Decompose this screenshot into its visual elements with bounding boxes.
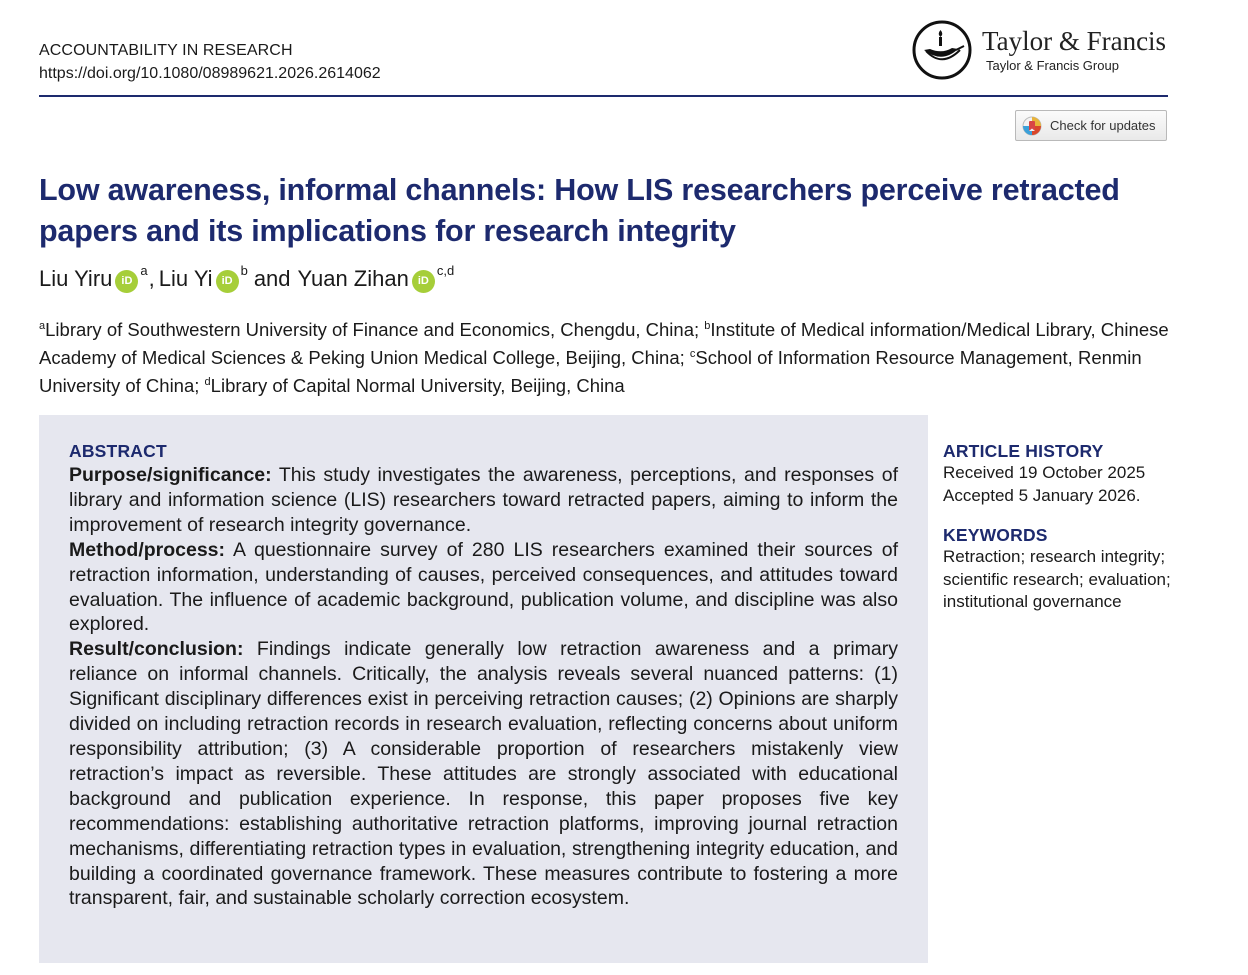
publisher-lamp-icon (912, 20, 972, 80)
author-conjunction: and (253, 266, 291, 291)
publisher-group: Taylor & Francis Group (986, 58, 1119, 73)
author-affiliation-marker: a (140, 262, 148, 278)
author-separator: , (148, 266, 155, 291)
affiliation-marker: b (704, 320, 711, 332)
author-2 (158, 262, 248, 292)
article-history (943, 441, 1183, 507)
section-text: This study investigates the awareness, perceptions, and responses of library and information science (LIS) researchers toward retracted papers, aiming to inform the improvement of research integrity governance. (69, 464, 898, 536)
section-label: Method/process: (69, 538, 226, 561)
check-for-updates-button[interactable] (1015, 110, 1167, 141)
author-affiliation-marker: c,d (436, 262, 455, 278)
affiliation-text: Library of Capital Normal University, Beijing, China (210, 375, 625, 397)
abstract-heading: ABSTRACT (69, 441, 167, 461)
doi-link[interactable]: https://doi.org/10.1080/08989621.2026.2614062 (39, 65, 381, 82)
affiliation-text: Institute of Medical information/Medical Library, Chinese Academy of Medical Sciences & Peking Union Medical College, Beijing, China; (39, 319, 1169, 369)
affiliations (39, 314, 1174, 398)
orcid-icon[interactable]: iD (216, 270, 239, 293)
author-1 (39, 262, 148, 292)
keywords-list: Retraction; research integrity; scientific research; evaluation; institutional governance (943, 547, 1171, 611)
orcid-icon[interactable]: iD (115, 270, 138, 293)
received-date: Received 19 October 2025 (943, 463, 1146, 482)
affiliation-marker: d (204, 376, 211, 389)
check-updates-icon (1022, 116, 1042, 136)
abstract-section-result (69, 637, 898, 911)
affiliation-marker: a (39, 320, 46, 332)
abstract-section-method (69, 538, 898, 638)
article-title: Low awareness, informal channels: How LIS researchers perceive retracted papers and its implications for research integrity (39, 173, 1120, 248)
author-list (39, 262, 455, 292)
author-name: Yuan Zihan (297, 266, 409, 291)
article-history-heading: ARTICLE HISTORY (943, 441, 1104, 461)
author-name: Liu Yiru (39, 266, 113, 291)
section-label: Purpose/significance: (69, 464, 272, 486)
section-text: A questionnaire survey of 280 LIS researchers examined their sources of retraction information, understanding of causes, perceived consequences, and attitudes toward evaluation. The influence of academic background, publication volume, and discipline was also explored. (69, 538, 898, 636)
abstract-section-purpose (69, 463, 898, 538)
publisher-logo-block[interactable] (912, 20, 1172, 82)
keywords-heading: KEYWORDS (943, 525, 1048, 545)
orcid-icon[interactable]: iD (412, 270, 435, 293)
keywords-block (943, 525, 1183, 614)
journal-name: ACCOUNTABILITY IN RESEARCH (39, 42, 293, 59)
author-affiliation-marker: b (240, 262, 248, 278)
section-text: Findings indicate generally low retraction awareness and a primary reliance on informal channels. Critically, the analysis reveals several nuanced patterns: (1) Significant disciplinary differences exist in perceiving retraction causes; (2) Opinions are sharply divided on including retraction records in research evaluation, reflecting concerns about uniform responsibility attribution; (3) A considerable proportion of researchers mistakenly view retraction’s impact as reversible. These attitudes are strongly associated with educational background and publication experience. In response, this paper proposes five key recommendations: establishing authoritative retraction platforms, improving journal retraction mechanisms, differentiating retraction types in evaluation, strengthening integrity education, and building a coordinated governance framework. These measures contribute to fostering a more transparent, fair, and sustainable scholarly correction ecosystem. (69, 638, 898, 910)
publisher-name: Taylor & Francis (982, 26, 1167, 56)
affiliation-text: Library of Southwestern University of Finance and Economics, Chengdu, China; (45, 319, 705, 341)
check-updates-label: Check for updates (1050, 118, 1156, 133)
header-divider (39, 95, 1168, 97)
affiliation-marker: c (689, 348, 696, 361)
section-label: Result/conclusion: (69, 638, 244, 661)
author-name: Liu Yi (158, 266, 213, 291)
abstract-body (69, 463, 898, 911)
affiliation-text: School of Information Resource Management, Renmin University of China; (39, 347, 1142, 397)
accepted-date: Accepted 5 January 2026. (943, 485, 1141, 505)
author-3 (297, 262, 455, 292)
